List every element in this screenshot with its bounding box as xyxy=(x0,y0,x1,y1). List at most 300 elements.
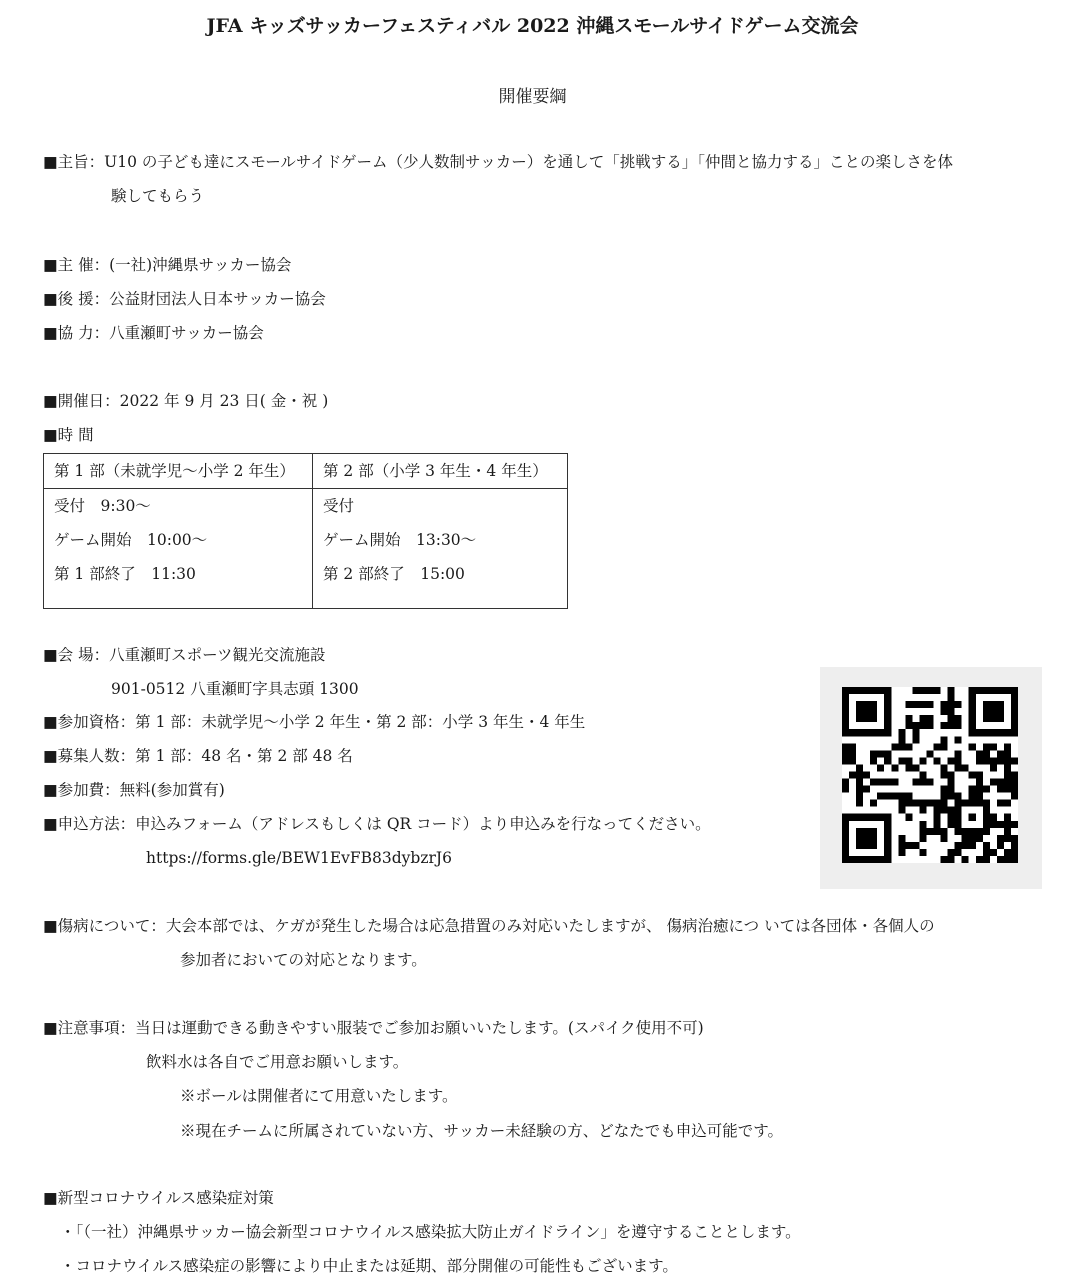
qr-module xyxy=(990,764,997,771)
qr-module xyxy=(849,771,856,778)
qr-module xyxy=(976,729,983,736)
qr-module xyxy=(842,750,849,757)
qr-module xyxy=(898,807,905,814)
qr-module xyxy=(948,757,955,764)
qr-module xyxy=(969,729,976,736)
qr-module xyxy=(990,779,997,786)
qr-module xyxy=(891,764,898,771)
qr-module xyxy=(884,687,891,694)
qr-module xyxy=(997,856,1004,863)
qr-module xyxy=(997,687,1004,694)
qr-module xyxy=(983,807,990,814)
qr-module xyxy=(990,814,997,821)
qr-module xyxy=(955,828,962,835)
qr-module xyxy=(976,757,983,764)
organizer: ■主 催：(一社)沖縄県サッカー協会 xyxy=(43,256,292,274)
qr-module xyxy=(919,821,926,828)
qr-module xyxy=(919,828,926,835)
qr-module xyxy=(863,842,870,849)
qr-module xyxy=(898,757,905,764)
qr-module xyxy=(849,743,856,750)
qr-module xyxy=(856,779,863,786)
schedule-part2-cell xyxy=(313,489,568,609)
schedule-table xyxy=(43,453,568,609)
qr-module xyxy=(969,687,976,694)
notes-line-2: 飲料水は各自でご用意お願いします。 xyxy=(146,1053,409,1071)
qr-module xyxy=(912,842,919,849)
qr-module xyxy=(941,743,948,750)
qr-module xyxy=(1004,814,1011,821)
qr-module xyxy=(856,729,863,736)
qr-module xyxy=(919,849,926,856)
qr-module xyxy=(969,694,976,701)
qr-module xyxy=(1004,786,1011,793)
qr-module xyxy=(842,828,849,835)
qr-module xyxy=(919,807,926,814)
qr-code-graphic xyxy=(842,687,1018,863)
schedule-part2-end: 第 2 部終了 15:00 xyxy=(323,565,465,583)
qr-module xyxy=(941,807,948,814)
qr-module xyxy=(877,779,884,786)
qr-module xyxy=(948,821,955,828)
qr-module xyxy=(962,835,969,842)
schedule-part2-start: ゲーム開始 13:30〜 xyxy=(323,531,477,549)
qr-module xyxy=(842,708,849,715)
qr-module xyxy=(983,849,990,856)
qr-module xyxy=(941,828,948,835)
qr-module xyxy=(941,793,948,800)
qr-module xyxy=(983,828,990,835)
qr-module xyxy=(969,715,976,722)
qr-module xyxy=(955,800,962,807)
qr-module xyxy=(955,722,962,729)
capacity: ■募集人数：第 1 部：48 名・第 2 部 48 名 xyxy=(43,747,353,765)
qr-module xyxy=(941,701,948,708)
qr-module xyxy=(969,814,976,821)
qr-module xyxy=(898,835,905,842)
qr-module xyxy=(983,715,990,722)
qr-module xyxy=(934,757,941,764)
qr-module xyxy=(884,793,891,800)
qr-module xyxy=(997,821,1004,828)
venue-address: 901-0512 八重瀬町字具志頭 1300 xyxy=(111,680,359,698)
schedule-part1-header: 第 1 部（未就学児〜小学 2 年生） xyxy=(44,454,313,489)
qr-module xyxy=(955,849,962,856)
injury-line-2: 参加者においての対応となります。 xyxy=(180,951,427,969)
qr-module xyxy=(948,771,955,778)
qr-module xyxy=(941,736,948,743)
qr-module xyxy=(884,708,891,715)
qr-module xyxy=(919,835,926,842)
qr-module xyxy=(962,800,969,807)
schedule-part2-reception: 受付 xyxy=(323,497,355,515)
qr-module xyxy=(842,722,849,729)
qr-module xyxy=(863,835,870,842)
qr-module xyxy=(955,807,962,814)
qr-module xyxy=(969,701,976,708)
qr-module xyxy=(842,849,849,856)
qr-module xyxy=(870,779,877,786)
qr-module xyxy=(898,849,905,856)
qr-module xyxy=(912,736,919,743)
qr-module xyxy=(842,757,849,764)
qr-module xyxy=(1011,694,1018,701)
qr-module xyxy=(997,800,1004,807)
qr-module xyxy=(976,750,983,757)
qr-module xyxy=(856,764,863,771)
qr-module xyxy=(884,821,891,828)
qr-module xyxy=(863,771,870,778)
qr-module xyxy=(898,736,905,743)
qr-module xyxy=(983,786,990,793)
qr-module xyxy=(905,800,912,807)
qr-module xyxy=(870,729,877,736)
qr-module xyxy=(884,729,891,736)
application-url[interactable]: https://forms.gle/BEW1EvFB83dybzrJ6 xyxy=(146,849,453,867)
qr-module xyxy=(1011,715,1018,722)
qr-module xyxy=(983,814,990,821)
qr-module xyxy=(870,842,877,849)
qr-module xyxy=(983,708,990,715)
qr-module xyxy=(856,842,863,849)
qr-module xyxy=(863,715,870,722)
qr-module xyxy=(884,722,891,729)
qr-module xyxy=(849,729,856,736)
qr-module xyxy=(919,779,926,786)
qr-module xyxy=(990,708,997,715)
qr-module xyxy=(863,708,870,715)
qr-module xyxy=(1011,687,1018,694)
qr-module xyxy=(1011,835,1018,842)
notes-line-3: ※ボールは開催者にて用意いたします。 xyxy=(180,1087,458,1105)
qr-module xyxy=(983,800,990,807)
qr-module xyxy=(997,779,1004,786)
qr-module xyxy=(856,771,863,778)
qr-module xyxy=(856,786,863,793)
eligibility: ■参加資格：第 1 部：未就学児〜小学 2 年生・第 2 部：小学 3 年生・4 年生 xyxy=(43,713,586,731)
qr-module xyxy=(856,715,863,722)
qr-module xyxy=(948,814,955,821)
qr-module xyxy=(898,842,905,849)
qr-module xyxy=(983,842,990,849)
qr-module xyxy=(941,800,948,807)
qr-module xyxy=(856,828,863,835)
qr-module xyxy=(997,729,1004,736)
qr-module xyxy=(870,715,877,722)
qr-module xyxy=(955,821,962,828)
qr-module xyxy=(983,701,990,708)
qr-module xyxy=(1011,757,1018,764)
qr-module xyxy=(926,750,933,757)
schedule-part1-reception: 受付 9:30〜 xyxy=(54,497,151,515)
qr-module xyxy=(962,764,969,771)
qr-module xyxy=(912,722,919,729)
qr-module xyxy=(877,793,884,800)
schedule-part1-cell xyxy=(44,489,313,609)
qr-module xyxy=(863,786,870,793)
qr-module xyxy=(870,708,877,715)
qr-module xyxy=(1004,729,1011,736)
qr-module xyxy=(948,779,955,786)
qr-module xyxy=(912,687,919,694)
qr-module xyxy=(905,842,912,849)
qr-module xyxy=(877,750,884,757)
qr-module xyxy=(941,786,948,793)
qr-module xyxy=(1011,849,1018,856)
qr-module xyxy=(856,800,863,807)
qr-module xyxy=(997,757,1004,764)
qr-module xyxy=(926,701,933,708)
qr-module xyxy=(870,757,877,764)
notes-line-4: ※現在チームに所属されていない方、サッカー未経験の方、どなたでも申込可能です。 xyxy=(180,1122,783,1140)
qr-module xyxy=(919,722,926,729)
covid-heading: ■新型コロナウイルス感染症対策 xyxy=(43,1189,274,1207)
qr-module xyxy=(842,743,849,750)
qr-module xyxy=(934,821,941,828)
qr-module xyxy=(842,835,849,842)
qr-module xyxy=(969,835,976,842)
qr-module xyxy=(898,729,905,736)
qr-module xyxy=(990,743,997,750)
qr-module xyxy=(962,842,969,849)
qr-module xyxy=(919,771,926,778)
qr-module xyxy=(863,828,870,835)
qr-module xyxy=(997,786,1004,793)
qr-module xyxy=(955,701,962,708)
qr-module xyxy=(905,715,912,722)
qr-module xyxy=(948,701,955,708)
qr-module xyxy=(863,814,870,821)
qr-module xyxy=(948,722,955,729)
qr-module xyxy=(969,722,976,729)
qr-module xyxy=(969,828,976,835)
qr-module xyxy=(997,835,1004,842)
qr-module xyxy=(969,793,976,800)
qr-module xyxy=(976,835,983,842)
qr-module xyxy=(849,814,856,821)
qr-module xyxy=(1011,729,1018,736)
qr-module xyxy=(919,687,926,694)
event-date: ■開催日：2022 年 9 月 23 日( 金・祝 ) xyxy=(43,392,329,410)
qr-module xyxy=(976,856,983,863)
qr-module xyxy=(842,729,849,736)
qr-module xyxy=(842,701,849,708)
purpose-line-2: 験してもらう xyxy=(111,187,205,205)
qr-module xyxy=(877,687,884,694)
qr-module xyxy=(926,722,933,729)
qr-module xyxy=(870,687,877,694)
qr-module xyxy=(870,750,877,757)
venue-line-1: ■会 場：八重瀬町スポーツ観光交流施設 xyxy=(43,646,326,664)
qr-module xyxy=(926,828,933,835)
qr-module xyxy=(955,814,962,821)
qr-module xyxy=(926,715,933,722)
qr-module xyxy=(1004,835,1011,842)
qr-module xyxy=(955,750,962,757)
qr-module xyxy=(941,708,948,715)
cooperation: ■協 力：八重瀬町サッカー協会 xyxy=(43,324,264,342)
qr-module xyxy=(983,687,990,694)
qr-module xyxy=(842,856,849,863)
time-heading: ■時 間 xyxy=(43,426,94,444)
qr-module xyxy=(1011,821,1018,828)
qr-module xyxy=(877,814,884,821)
qr-module xyxy=(941,771,948,778)
qr-module xyxy=(934,800,941,807)
qr-module xyxy=(948,715,955,722)
qr-module xyxy=(856,835,863,842)
qr-module xyxy=(842,687,849,694)
qr-module xyxy=(990,715,997,722)
qr-module xyxy=(934,828,941,835)
qr-module xyxy=(948,786,955,793)
qr-module xyxy=(948,708,955,715)
qr-module xyxy=(863,856,870,863)
qr-module xyxy=(969,786,976,793)
qr-module xyxy=(912,800,919,807)
qr-module xyxy=(990,849,997,856)
qr-module xyxy=(976,828,983,835)
qr-module xyxy=(948,694,955,701)
qr-module xyxy=(955,793,962,800)
qr-module xyxy=(842,779,849,786)
qr-module xyxy=(969,771,976,778)
qr-module xyxy=(919,715,926,722)
qr-module xyxy=(969,743,976,750)
qr-module xyxy=(884,715,891,722)
qr-module xyxy=(919,701,926,708)
qr-module xyxy=(1004,764,1011,771)
qr-module xyxy=(941,835,948,842)
qr-module xyxy=(934,814,941,821)
qr-module xyxy=(955,736,962,743)
qr-module xyxy=(934,807,941,814)
qr-module xyxy=(842,821,849,828)
qr-module xyxy=(962,828,969,835)
qr-module xyxy=(905,814,912,821)
schedule-part1-start: ゲーム開始 10:00〜 xyxy=(54,531,208,549)
qr-module xyxy=(962,856,969,863)
qr-module xyxy=(877,729,884,736)
qr-module xyxy=(863,701,870,708)
qr-code-frame xyxy=(820,667,1042,889)
application-method: ■申込方法：申込みフォーム（アドレスもしくは QR コード）より申込みを行なってください。 xyxy=(43,815,711,833)
qr-module xyxy=(1011,701,1018,708)
qr-module xyxy=(863,729,870,736)
qr-module xyxy=(884,828,891,835)
qr-module xyxy=(856,687,863,694)
qr-module xyxy=(905,743,912,750)
qr-module xyxy=(1011,856,1018,863)
qr-module xyxy=(912,764,919,771)
qr-module xyxy=(990,701,997,708)
qr-module xyxy=(941,764,948,771)
qr-module xyxy=(849,757,856,764)
qr-module xyxy=(990,729,997,736)
qr-module xyxy=(905,701,912,708)
qr-module xyxy=(905,722,912,729)
qr-module xyxy=(856,793,863,800)
qr-module xyxy=(842,786,849,793)
qr-module xyxy=(990,687,997,694)
qr-module xyxy=(969,842,976,849)
qr-module xyxy=(884,757,891,764)
qr-module xyxy=(983,750,990,757)
qr-module xyxy=(884,842,891,849)
qr-module xyxy=(905,793,912,800)
qr-module xyxy=(912,729,919,736)
qr-module xyxy=(1004,828,1011,835)
qr-module xyxy=(849,687,856,694)
qr-module xyxy=(884,835,891,842)
qr-module xyxy=(983,743,990,750)
qr-module xyxy=(955,842,962,849)
covid-item-1: ・「（一社）沖縄県サッカー協会新型コロナウイルス感染拡大防止ガイドライン」を遵守することとします。 xyxy=(60,1223,801,1241)
qr-module xyxy=(1004,687,1011,694)
qr-module xyxy=(948,807,955,814)
qr-module xyxy=(1004,800,1011,807)
qr-module xyxy=(863,687,870,694)
qr-module xyxy=(955,757,962,764)
qr-module xyxy=(1011,793,1018,800)
qr-module xyxy=(997,701,1004,708)
qr-module xyxy=(976,687,983,694)
qr-module xyxy=(1011,842,1018,849)
qr-module xyxy=(884,750,891,757)
qr-module xyxy=(919,800,926,807)
qr-module xyxy=(1011,722,1018,729)
qr-module xyxy=(976,793,983,800)
qr-module xyxy=(884,701,891,708)
qr-module xyxy=(877,764,884,771)
qr-module xyxy=(926,687,933,694)
qr-module xyxy=(1004,821,1011,828)
qr-module xyxy=(919,757,926,764)
qr-module xyxy=(898,743,905,750)
qr-module xyxy=(948,856,955,863)
qr-module xyxy=(1004,771,1011,778)
qr-module xyxy=(969,800,976,807)
qr-module xyxy=(884,814,891,821)
qr-module xyxy=(983,757,990,764)
qr-module xyxy=(926,800,933,807)
qr-module xyxy=(990,821,997,828)
qr-module xyxy=(891,793,898,800)
qr-module xyxy=(969,708,976,715)
qr-module xyxy=(948,687,955,694)
qr-module xyxy=(884,779,891,786)
qr-module xyxy=(1004,757,1011,764)
fee: ■参加費：無料(参加賞有) xyxy=(43,781,225,799)
schedule-part1-end: 第 1 部終了 11:30 xyxy=(54,565,196,583)
qr-module xyxy=(1011,779,1018,786)
page-title: JFA キッズサッカーフェスティバル 2022 沖縄スモールサイドゲーム交流会 xyxy=(206,15,859,37)
qr-module xyxy=(898,793,905,800)
notes-line-1: ■注意事項：当日は運動できる動きやすい服装でご参加お願いいたします。(スパイク使用不可) xyxy=(43,1019,704,1037)
qr-module xyxy=(905,757,912,764)
qr-module xyxy=(842,842,849,849)
qr-code-icon[interactable] xyxy=(842,687,1018,863)
qr-module xyxy=(997,708,1004,715)
qr-module xyxy=(912,701,919,708)
qr-module xyxy=(955,715,962,722)
qr-module xyxy=(941,722,948,729)
purpose-line-1: ■主旨：U10 の子ども達にスモールサイドゲーム（少人数制サッカー）を通して「挑戦する」「仲間と協力する」ことの楽しさを体 xyxy=(43,153,953,171)
schedule-part2-header: 第 2 部（小学 3 年生・4 年生） xyxy=(313,454,568,489)
qr-module xyxy=(934,743,941,750)
qr-module xyxy=(912,779,919,786)
qr-module xyxy=(1004,743,1011,750)
